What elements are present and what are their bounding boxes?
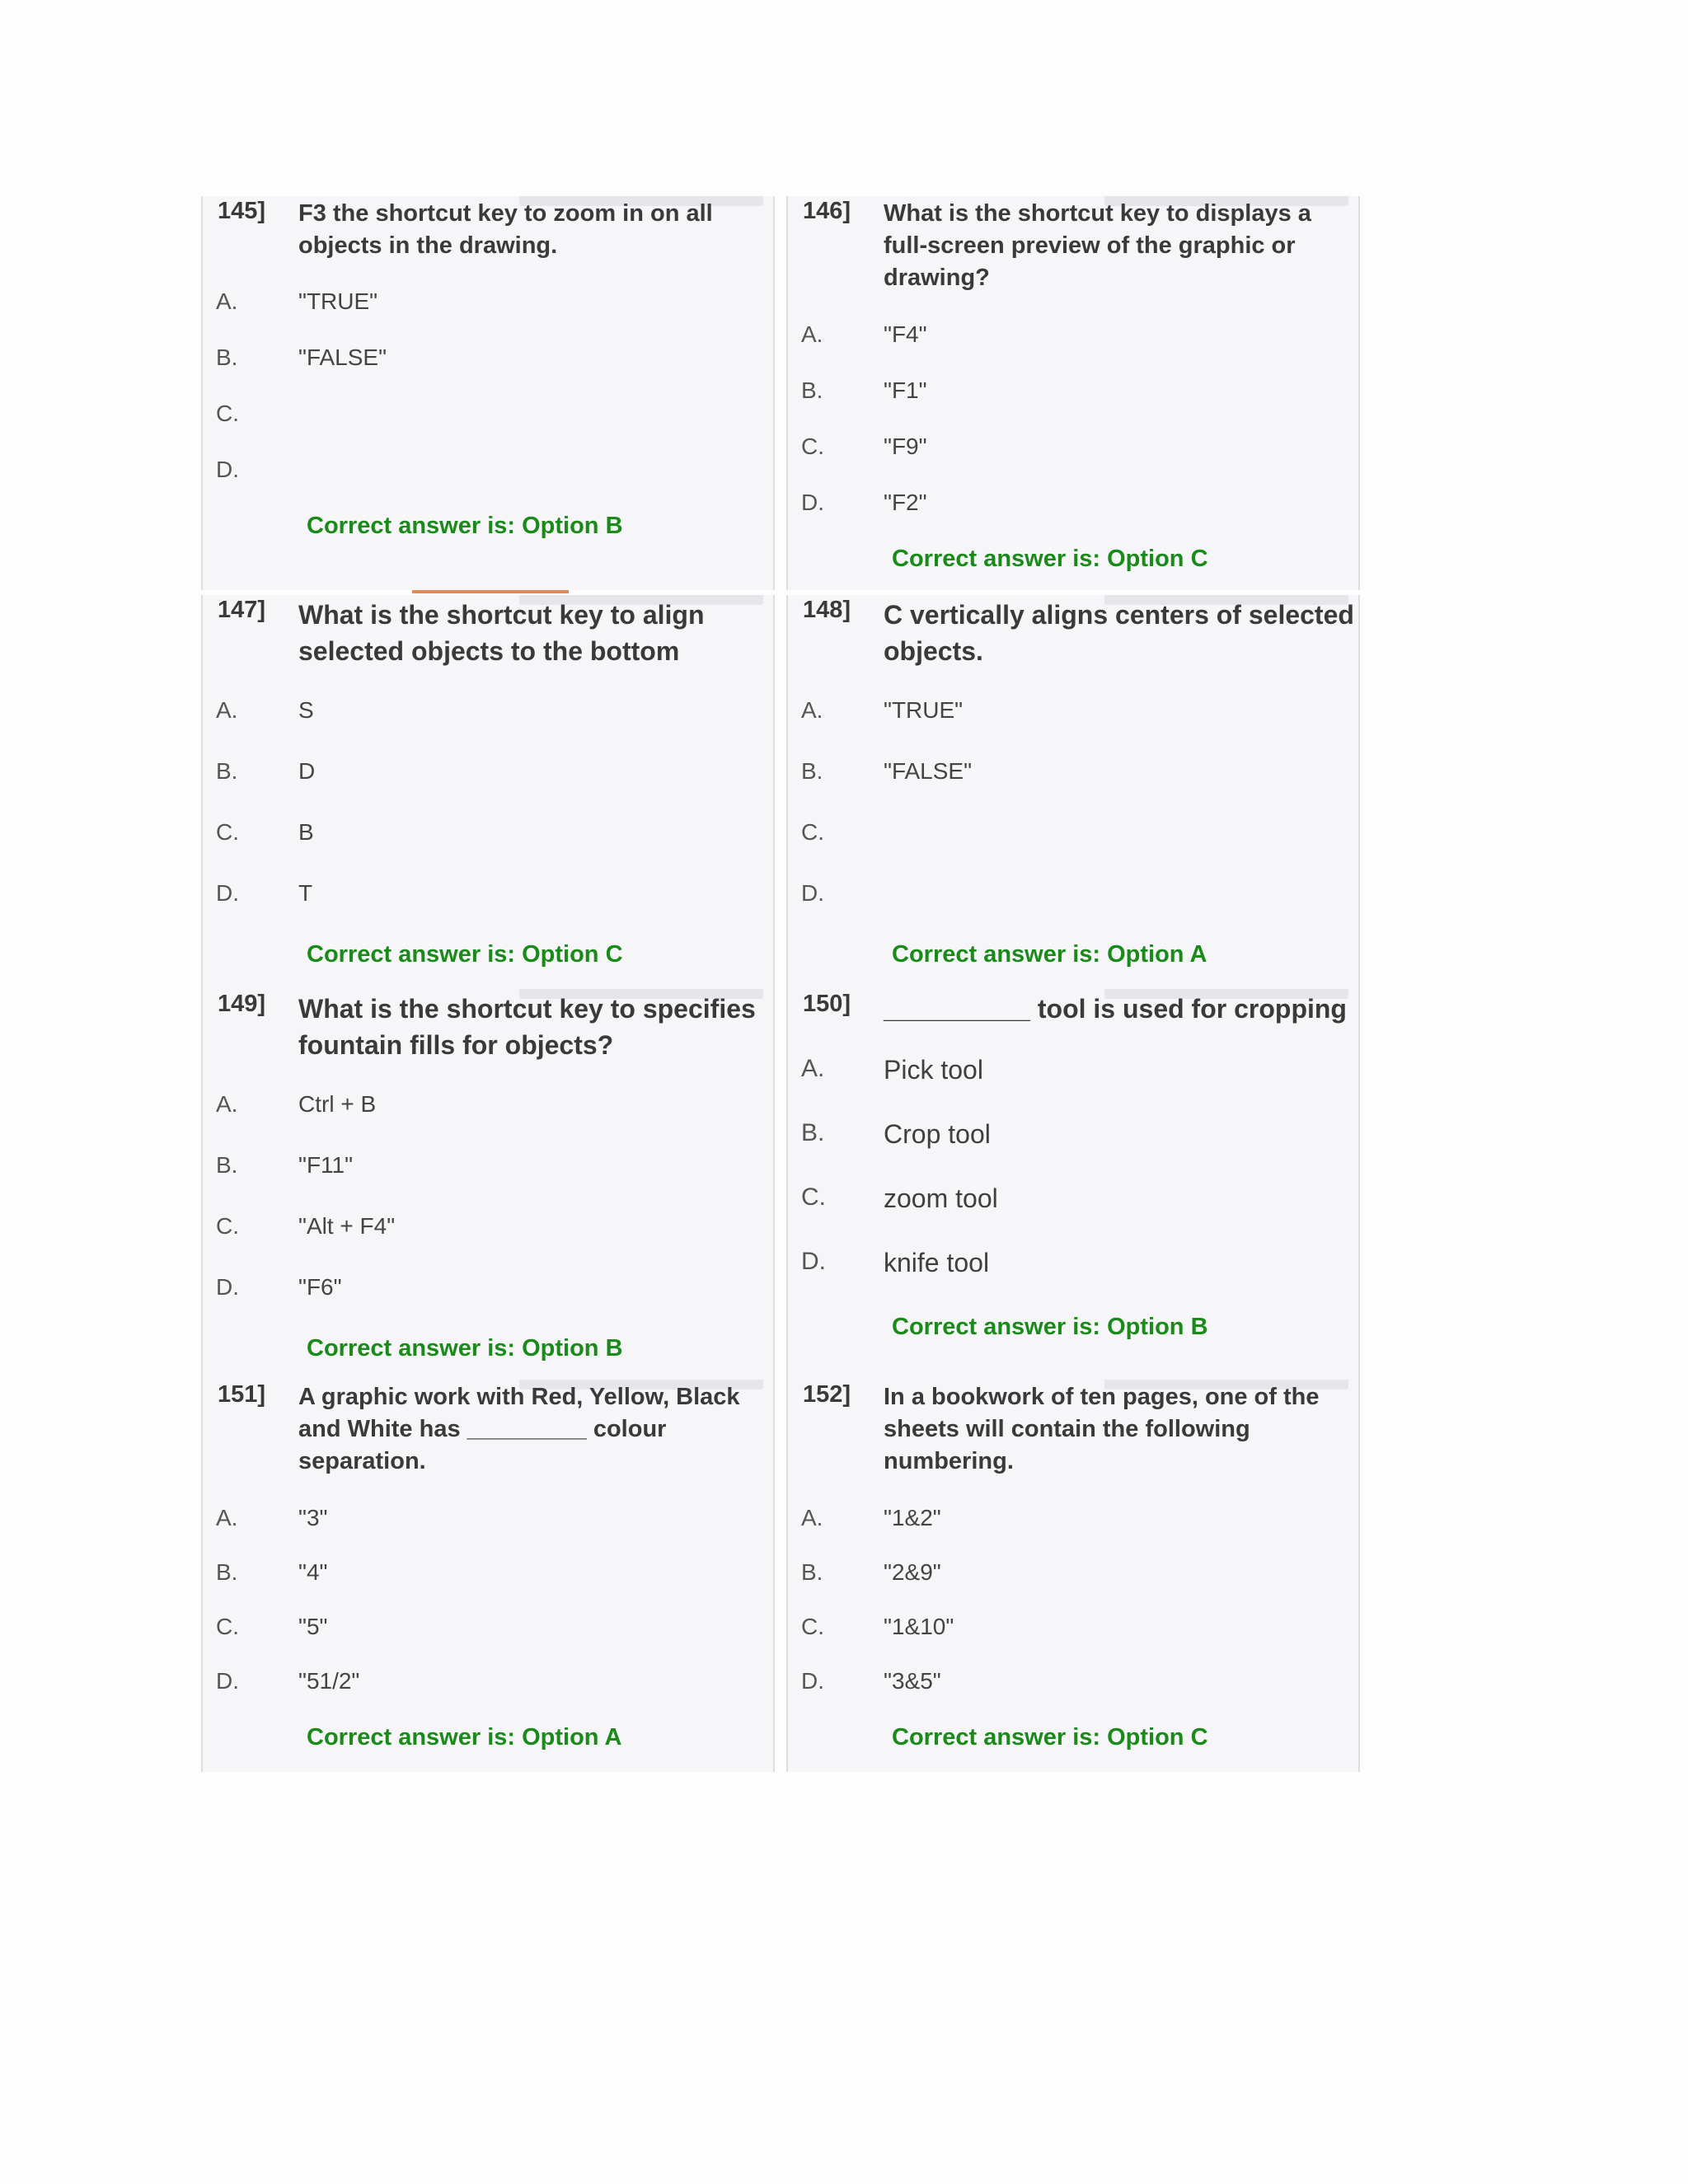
question-number: 152] xyxy=(803,1381,851,1408)
question-card-146 xyxy=(786,196,1360,590)
option-letter: A. xyxy=(801,1055,825,1082)
option-letter: C. xyxy=(216,819,239,845)
correct-answer: Correct answer is: Option B xyxy=(307,1335,623,1361)
question-text: What is the shortcut key to displays a full-screen preview of the graphic or drawing? xyxy=(884,200,1311,291)
option-text: "4" xyxy=(298,1559,328,1585)
option-text: "FALSE" xyxy=(298,344,387,370)
option-text: "Alt + F4" xyxy=(298,1213,396,1239)
question-text: What is the shortcut key to align selected objects to the bottom xyxy=(298,600,705,666)
option-letter: A. xyxy=(216,1505,238,1530)
correct-answer: Correct answer is: Option C xyxy=(892,1724,1208,1750)
option-text: T xyxy=(298,880,313,906)
option-letter: C. xyxy=(216,1213,239,1239)
question-card-150 xyxy=(786,989,1360,1380)
option-text: "3&5" xyxy=(884,1668,941,1694)
question-card-147 xyxy=(201,595,775,989)
question-text: __________ tool is used for cropping xyxy=(884,994,1347,1024)
option-letter: C. xyxy=(801,434,824,459)
option-letter: A. xyxy=(801,1505,823,1530)
option-text: zoom tool xyxy=(884,1183,998,1213)
option-letter: C. xyxy=(801,1614,824,1639)
option-text: "FALSE" xyxy=(884,758,973,784)
option-text: "F2" xyxy=(884,490,927,515)
correct-answer: Correct answer is: Option A xyxy=(892,941,1207,968)
option-letter: D. xyxy=(801,880,824,906)
option-text: Crop tool xyxy=(884,1119,991,1149)
option-letter: D. xyxy=(216,880,239,906)
question-card-149 xyxy=(201,989,775,1380)
option-letter: B. xyxy=(801,377,823,403)
correct-answer: Correct answer is: Option C xyxy=(307,941,623,968)
option-text: D xyxy=(298,758,316,784)
option-text: "TRUE" xyxy=(884,697,964,723)
option-text: "F11" xyxy=(298,1152,354,1178)
question-number: 146] xyxy=(803,198,851,224)
option-letter: B. xyxy=(216,758,238,784)
option-letter: C. xyxy=(216,401,239,426)
option-letter: B. xyxy=(216,1559,238,1585)
quiz-sheet xyxy=(201,196,1360,1772)
option-text: "F4" xyxy=(884,321,927,347)
option-text: "5" xyxy=(298,1614,328,1639)
question-card-152 xyxy=(786,1380,1360,1772)
option-text: B xyxy=(298,819,314,845)
question-text: A graphic work with Red, Yellow, Black and White has _________ colour separation. xyxy=(298,1384,740,1474)
option-letter: B. xyxy=(216,1152,238,1178)
option-letter: C. xyxy=(801,819,824,845)
option-letter: A. xyxy=(216,1091,238,1117)
correct-answer: Correct answer is: Option B xyxy=(307,513,623,539)
card-accent-decoration xyxy=(412,590,569,593)
option-letter: A. xyxy=(801,321,823,347)
option-letter: A. xyxy=(216,697,238,723)
option-text: "TRUE" xyxy=(298,288,378,314)
option-text: "3" xyxy=(298,1505,328,1530)
option-letter: A. xyxy=(801,697,823,723)
question-text: C vertically aligns centers of selected objects. xyxy=(884,600,1354,666)
question-text: F3 the shortcut key to zoom in on all objects in the drawing. xyxy=(298,200,713,259)
option-letter: A. xyxy=(216,288,238,314)
option-letter: B. xyxy=(801,1119,825,1146)
option-text: "2&9" xyxy=(884,1559,941,1585)
question-text: What is the shortcut key to specifies fountain fills for objects? xyxy=(298,994,756,1060)
question-text: In a bookwork of ten pages, one of the sheets will contain the following numbering. xyxy=(884,1384,1320,1474)
option-letter: D. xyxy=(801,1248,826,1275)
option-text: "F9" xyxy=(884,434,927,459)
option-letter: B. xyxy=(801,1559,823,1585)
option-letter: D. xyxy=(216,1274,239,1300)
correct-answer: Correct answer is: Option A xyxy=(307,1724,622,1750)
option-text: knife tool xyxy=(884,1248,990,1277)
option-letter: B. xyxy=(801,758,823,784)
option-text: S xyxy=(298,697,314,723)
correct-answer: Correct answer is: Option C xyxy=(892,546,1208,572)
option-letter: D. xyxy=(801,1668,824,1694)
option-text: "F6" xyxy=(298,1274,342,1300)
question-card-148 xyxy=(786,595,1360,989)
option-text: "1&2" xyxy=(884,1505,941,1530)
question-card-145 xyxy=(201,196,775,590)
option-letter: D. xyxy=(216,457,239,482)
option-text: "51/2" xyxy=(298,1668,360,1694)
option-letter: C. xyxy=(801,1183,826,1211)
option-letter: D. xyxy=(801,490,824,515)
option-text: Ctrl + B xyxy=(298,1091,377,1117)
question-number: 151] xyxy=(218,1381,266,1408)
option-text: "1&10" xyxy=(884,1614,954,1639)
option-letter: B. xyxy=(216,344,238,370)
question-number: 150] xyxy=(803,991,851,1017)
option-text: Pick tool xyxy=(884,1055,983,1085)
option-letter: D. xyxy=(216,1668,239,1694)
option-text: "F1" xyxy=(884,377,927,403)
question-number: 147] xyxy=(218,597,266,623)
question-number: 149] xyxy=(218,991,266,1017)
correct-answer: Correct answer is: Option B xyxy=(892,1314,1208,1340)
question-number: 145] xyxy=(218,198,266,224)
question-card-151 xyxy=(201,1380,775,1772)
option-letter: C. xyxy=(216,1614,239,1639)
question-number: 148] xyxy=(803,597,851,623)
